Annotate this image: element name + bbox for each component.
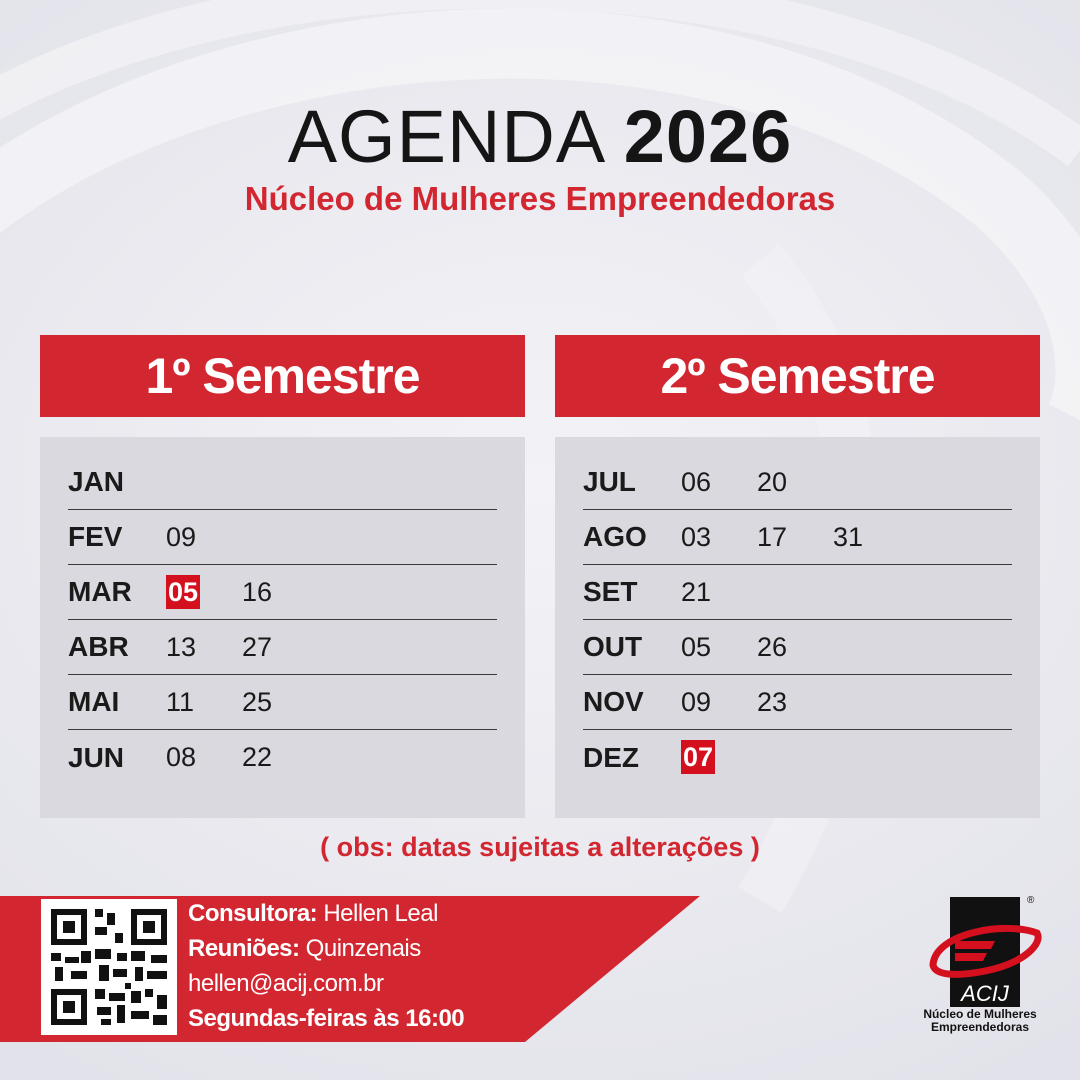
title-agenda: AGENDA (287, 95, 603, 178)
meeting-date: 21 (681, 576, 712, 607)
meeting-date: 03 (681, 521, 712, 552)
meeting-date: 17 (757, 521, 788, 552)
disclaimer-note: ( obs: datas sujeitas a alterações ) (320, 832, 760, 862)
meeting-date: 25 (242, 686, 273, 717)
meeting-date: 08 (166, 742, 197, 772)
month-row (583, 675, 1012, 730)
month-row (68, 565, 497, 620)
logo-text: ACIJ (961, 981, 1009, 1006)
month-label: AGO (583, 521, 647, 552)
meeting-date: 06 (681, 466, 712, 497)
title-year: 2026 (623, 95, 793, 178)
month-row (583, 510, 1012, 565)
highlighted-date: 05 (168, 576, 199, 607)
month-label: MAI (68, 686, 120, 717)
meetings-value: Quinzenais (299, 935, 421, 962)
meetings-line (188, 931, 464, 966)
meeting-date: 26 (757, 631, 788, 662)
month-label: DEZ (583, 741, 639, 773)
meeting-date: 22 (242, 742, 273, 772)
month-row (583, 620, 1012, 675)
meeting-date: 13 (166, 631, 197, 662)
month-label: FEV (68, 521, 123, 552)
month-label: JUN (68, 741, 125, 773)
month-row (583, 730, 1012, 785)
logo-caption: Núcleo de Mulheres Empreendedoras (923, 1007, 1037, 1034)
registered-mark: ® (1027, 895, 1035, 906)
meeting-date: 11 (166, 686, 195, 717)
month-row (68, 510, 497, 565)
month-row (68, 620, 497, 675)
month-label: OUT (583, 631, 643, 662)
meeting-date: 09 (166, 521, 197, 552)
month-label: JUL (583, 466, 636, 497)
month-row (583, 455, 1012, 510)
consultant-name: Hellen Leal (317, 900, 438, 927)
qr-code[interactable] (41, 899, 177, 1035)
page-title (0, 95, 1080, 178)
contact-info (188, 896, 464, 1036)
consultant-line (188, 896, 464, 931)
month-label: JAN (68, 466, 125, 497)
consultant-label: Consultora: (188, 900, 318, 927)
meeting-date: 31 (833, 521, 864, 552)
schedule-line: Segundas-feiras às 16:00 (188, 1005, 465, 1032)
month-row (68, 675, 497, 730)
month-label: MAR (68, 576, 132, 607)
month-label: NOV (583, 686, 644, 717)
meeting-date: 16 (242, 576, 273, 607)
meetings-label: Reuniões: (188, 935, 300, 962)
month-row (583, 565, 1012, 620)
meeting-date: 27 (242, 631, 273, 662)
page-subtitle: Núcleo de Mulheres Empreendedoras (244, 180, 836, 217)
meeting-date: 09 (681, 686, 712, 717)
month-row (68, 455, 497, 510)
meeting-date: 05 (681, 631, 712, 662)
meeting-date: 23 (757, 686, 788, 717)
semester-1-calendar (40, 437, 525, 818)
semester-1-header: 1º Semestre (40, 335, 525, 417)
meeting-date: 20 (757, 466, 788, 497)
email-link[interactable]: hellen@acij.com.br (188, 970, 384, 997)
semester-2-calendar (555, 437, 1040, 818)
semester-2-header: 2º Semestre (555, 335, 1040, 417)
month-label: ABR (68, 631, 129, 662)
highlighted-date: 07 (683, 742, 714, 772)
month-label: SET (583, 576, 638, 607)
month-row (68, 730, 497, 785)
